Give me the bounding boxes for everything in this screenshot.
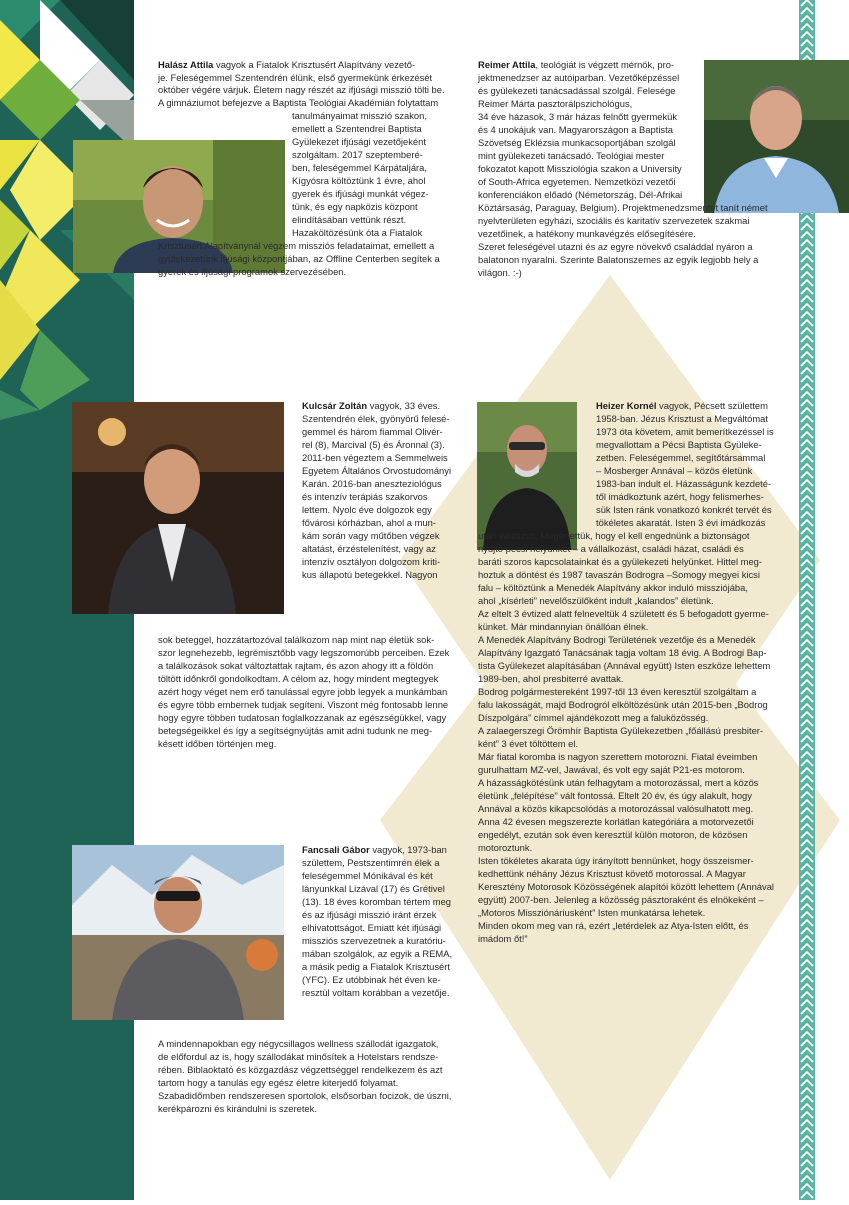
- heizer-line: Annával a közös kikapcsolódás a motorozással valósulhatott meg.: [478, 803, 754, 814]
- kulcsar-line: és intenzív terápiás szakorvos: [302, 491, 428, 502]
- heizer-line: Alapítvány Igazgató Tanácsának tagja voltam 18 évig. A Bodrogi Bap-: [478, 647, 767, 658]
- kulcsar-line: altatást, érzéstelenítést, vagy az: [302, 543, 436, 554]
- heizer-line: gurulhattam MZ-vel, Jawával, és volt egy saját P21-es motorom.: [478, 764, 745, 775]
- halasz-line: tünk, és egy napközis központ: [292, 201, 418, 212]
- heizer-line: 1983-ban indult el. Házasságunk kezdeté-: [596, 478, 772, 489]
- halasz-line: gyerek és ifjúsági munkát végez-: [292, 188, 429, 199]
- fancsali-line: mában szolgálok, az egyik a REMA,: [302, 948, 453, 959]
- fancsali-line: születtem, Pestszentimrén élek a: [302, 857, 440, 868]
- heizer-line: motoroztunk.: [478, 842, 533, 853]
- reimer-name: Reimer Attila: [478, 59, 536, 70]
- fancsali-gabor-photo: [72, 845, 284, 1020]
- halasz-line: gyülekezetünk ifjúsági központjában, az Offline Centerben segítek a: [158, 253, 440, 264]
- heizer-line: falu – költöztünk a Menedék Alapítvány akkor induló missziójába,: [478, 582, 748, 593]
- kulcsar-zoltan-photo: [72, 402, 284, 614]
- kulcsar-line: sok beteggel, hozzátartozóval találkozom nap mint nap életük sok-: [158, 634, 435, 645]
- halasz-line: Kígyósra költöztünk 1 évre, ahol: [292, 175, 426, 186]
- fancsali-line: a másik pedig a Fiatalok Krisztusért: [302, 961, 450, 972]
- halasz-line: emellett a Szentendrei Baptista: [292, 123, 422, 134]
- kulcsar-line: töltött időnkről gondolkodtam. A célom az, hogy mindent megtegyek: [158, 673, 439, 684]
- reimer-line: és gyülekezeti tanácsadással szolgál. Felesége: [478, 85, 676, 96]
- heizer-line: Keresztény Motorosok Közösségének alapítói között lehettem (Annával: [478, 881, 774, 892]
- heizer-line: sük Isten ránk vonatkozó konkrét tervét és: [596, 504, 772, 515]
- heizer-line: engedélyt, ezután sok éven keresztül külön motoron, de közösen: [478, 829, 748, 840]
- heizer-line: A zalaegerszegi Örömhír Baptista Gyülekezetben „főállású presbiter-: [478, 725, 764, 736]
- reimer-line: világon. :-): [478, 267, 522, 278]
- fancsali-line: (13). 18 éves koromban tértem meg: [302, 896, 452, 907]
- kulcsar-line: hogy egyre többen tudatosan foglalkozzanak az egészségükkel, vagy: [158, 712, 447, 723]
- halasz-name: Halász Attila: [158, 59, 214, 70]
- heizer-line: hoztuk a döntést és 1987 tavaszán Bodrogra –Somogy megyei kicsi: [478, 569, 760, 580]
- heizer-line: künket. Már mindannyian önállóan élnek.: [478, 621, 649, 632]
- heizer-line: együtt) 2007-ben. Jelenleg a közösség pásztoraként és elnökeként –: [478, 894, 764, 905]
- fancsali-line: de előfordul az is, hogy szállodákat minősítek a Hotelstars rendsze-: [158, 1051, 439, 1062]
- heizer-line: falu lakosságát, majd Bodrogról elköltözésünk után 2015-ben „Bodrog: [478, 699, 768, 710]
- heizer-line: tista Gyülekezet alapításában (Annával együtt) Isten eszköze lehettem: [478, 660, 771, 671]
- reimer-line: balatonon nyaralni. Szerinte Balatonszemes az egyik legjobb hely a: [478, 254, 759, 265]
- reimer-line: Köztársaság, Paraguay, Belgium). Projektmenedzsmentet tanít német: [478, 202, 768, 213]
- heizer-line: után válaszolt. Megértettük, hogy el kell engednünk a biztonságot: [478, 530, 750, 541]
- heizer-line: 1973 óta követem, amit bemerítkezéssel is: [596, 426, 774, 437]
- heizer-line: Isten tökéletes akarata úgy irányított bennünket, hogy összeismer-: [478, 855, 754, 866]
- halasz-line: elindításában vettünk részt.: [292, 214, 407, 225]
- heizer-line: Díszpolgára” címmel ajándékozott meg a faluközösség.: [478, 712, 709, 723]
- halasz-line: Gyülekezet ifjúsági vezetőjeként: [292, 136, 426, 147]
- heizer-kornel-photo: [477, 402, 577, 550]
- halasz-line: A gimnáziumot befejezve a Baptista Teológiai Akadémián folytattam: [158, 97, 439, 108]
- reimer-line: mint gyülekezeti tanácsadó. Teológiai mester: [478, 150, 665, 161]
- kulcsar-line: Karán. 2016-ban aneszteziológus: [302, 478, 442, 489]
- kulcsar-line: szor legnehezebb, legrémisztőbb vagy legszomorúbb perceiben. Ezek: [158, 647, 450, 658]
- heizer-line: 1989-ben, ahol presbiterré avattak.: [478, 673, 624, 684]
- reimer-line: Reimer Márta pasztorálpszichológus,: [478, 98, 633, 109]
- heizer-line: A Menedék Alapítvány Bodrogi Területének vezetője és a Menedék: [478, 634, 756, 645]
- fancsali-line: feleségemmel Mónikával és két: [302, 870, 433, 881]
- kulcsar-line: azért hogy véget nem erő tanulással egyre jobb legyek a munkámban: [158, 686, 448, 697]
- heizer-line: A házasságkötésünk után felhagytam a motorozással, mert a közös: [478, 777, 759, 788]
- fancsali-line: (YFC). Ez utóbbinak hét éven ke-: [302, 974, 441, 985]
- kulcsar-name: Kulcsár Zoltán: [302, 400, 368, 411]
- heizer-line: megvallottam a Pécsi Baptista Gyüleke-: [596, 439, 762, 450]
- reimer-line: vezetőinek, a hatékony munkavégzés elősegítésére.: [478, 228, 696, 239]
- heizer-line: Az eltelt 3 évtized alatt felneveltük 4 született és 5 befogadott gyerme-: [478, 608, 769, 619]
- heizer-intro: vagyok, Pécsett születtem: [656, 400, 768, 411]
- fancsali-line: és az ifjúsági misszió iránt érzek: [302, 909, 437, 920]
- heizer-line: baráti szoros kapcsolatainkat és a gyülekezeti helyünket. Hittel meg-: [478, 556, 762, 567]
- reimer-line: Szövetség Eklézsia munkacsoportjában szolgál: [478, 137, 676, 148]
- halasz-line: gyerek és ifjúsági programok szervezésében.: [158, 266, 347, 277]
- heizer-name: Heizer Kornél: [596, 400, 657, 411]
- reimer-attila-photo: [704, 60, 849, 213]
- kulcsar-line: Egyetem Általános Orvostudományi: [302, 465, 452, 476]
- kulcsar-line: kus állapotú betegekkel. Nagyon: [302, 569, 438, 580]
- fancsali-line: elhivatottságot. Emiatt két ifjúsági: [302, 922, 442, 933]
- kulcsar-line: a találkozások sokat változtattak rajtam, és azon ahogy itt a földön: [158, 660, 434, 671]
- halasz-line: szolgáltam. 2017 szeptemberé-: [292, 149, 423, 160]
- reimer-line: konferenciákon előadó (Németország, Dél-Afrikai: [478, 189, 683, 200]
- kulcsar-intro: vagyok, 33 éves.: [367, 400, 441, 411]
- heizer-line: Minden okom meg van rá, ezért „letérdelek az Atya-Isten előtt, és: [478, 920, 749, 931]
- kulcsar-line: lettem. Nyolc éve dolgozok egy: [302, 504, 432, 515]
- kulcsar-line: késett időben történjen meg.: [158, 738, 277, 749]
- reimer-intro: , teológiát is végzett mérnök, pro-: [535, 59, 675, 70]
- halasz-line: Hazaköltözésünk óta a Fiatalok: [292, 227, 423, 238]
- kulcsar-line: rel (8), Marcival (5) és Áronnal (3).: [302, 439, 445, 450]
- kulcsar-line: fővárosi kórházban, ahol a mun-: [302, 517, 436, 528]
- heizer-line: Már fiatal koromba is nagyon szerettem motorozni. Fiatal éveimben: [478, 751, 758, 762]
- kulcsar-line: Szentendrén élek, gyönyörű felesé-: [302, 413, 450, 424]
- heizer-line: „Motoros Missziónáriusként” Isten munkatársa lehetek.: [478, 907, 706, 918]
- reimer-line: Szeret feleségével utazni és az egyre növekvő családdal nyáron a: [478, 241, 753, 252]
- heizer-line: tökéletes akaratát. Isten 3 évi imádkozás: [596, 517, 766, 528]
- kulcsar-line: gemmel és három fiammal Olivér-: [302, 426, 443, 437]
- heizer-line: életünk „felépítése” vált fontossá. Eltelt 20 év, és úgy alakult, hogy: [478, 790, 752, 801]
- heizer-line: 1958-ban. Jézus Krisztust a Megváltómat: [596, 413, 768, 424]
- fancsali-line: tartom hogy a tanulás egy egész életre kiterjedő folyamat.: [158, 1077, 399, 1088]
- reimer-line: fokozatot kapott Missziológia szakon a University: [478, 163, 682, 174]
- heizer-line: Anna 42 évesen megszerezte korlátlan kategóriára a motorvezetői: [478, 816, 754, 827]
- kulcsar-line: 2011-ben végeztem a Semmelweis: [302, 452, 448, 463]
- fancsali-line: rében. Biblaoktató és közgazdász végzettséggel rendelkezem és azt: [158, 1064, 443, 1075]
- reimer-line: 34 éve házasok, 3 már házas felnőtt gyermekük: [478, 111, 678, 122]
- heizer-line: imádom őt!”: [478, 933, 528, 944]
- heizer-line: ként” 3 évet töltöttem el.: [478, 738, 579, 749]
- fancsali-line: A mindennapokban egy négycsillagos wellness szállodát igazgatok,: [158, 1038, 439, 1049]
- heizer-line: – Mosberger Annával – közös életünk: [596, 465, 753, 476]
- heizer-line: től imádkoztunk azért, hogy felismerhes-: [596, 491, 764, 502]
- kulcsar-line: kám során vagy műtőben végzek: [302, 530, 440, 541]
- fancsali-name: Fancsali Gábor: [302, 844, 370, 855]
- fancsali-intro: vagyok, 1973-ban: [369, 844, 447, 855]
- halasz-intro: vagyok a Fiatalok Krisztusért Alapítvány vezető-: [213, 59, 416, 70]
- kulcsar-line: betegségeikkel és így a segítségnyújtás amit adni tudunk ne meg-: [158, 725, 433, 736]
- fancsali-line: kerékpározni és kirándulni is szeretek.: [158, 1103, 317, 1114]
- halasz-line: je. Feleségemmel Szentendrén élünk, első gyermekünk érkezését: [158, 72, 433, 83]
- reimer-line: és 4 unokájuk van. Magyarországon a Baptista: [478, 124, 673, 135]
- fancsali-line: lányunkkal Lizával (17) és Grétivel: [302, 883, 445, 894]
- reimer-line: jektmenedzser az autóiparban. Vezetőképzéssel: [478, 72, 680, 83]
- fancsali-line: Szabadidőmben rendszeresen sportolok, elsősorban focizok, de úszni,: [158, 1090, 452, 1101]
- heizer-line: Bodrog polgármestereként 1997-től 13 éven keresztül szolgáltam a: [478, 686, 757, 697]
- reimer-line: nyelvterületen egyházi, szociális és karitatív szervezetek szakmai: [478, 215, 750, 226]
- fancsali-line: missziós szervezetnek a kuratóriu-: [302, 935, 446, 946]
- halasz-line: Krisztusért Alapítványnál végzem missziós feladataimat, emellett a: [158, 240, 435, 251]
- kulcsar-line: intenzív osztályon dolgozom kriti-: [302, 556, 441, 567]
- halasz-line: tanulmányaimat misszió szakon,: [292, 110, 427, 121]
- halasz-line: ben, feleségemmel Kárpátaljára,: [292, 162, 427, 173]
- heizer-line: nyújtó pécsi helyünket – a vállalkozást, családi házat, családi és: [478, 543, 744, 554]
- heizer-line: ahol „kísérleti” nevelőszülőként indult „kalandos” életünk.: [478, 595, 714, 606]
- heizer-line: zetben. Feleségemmel, segítőtársammal: [596, 452, 766, 463]
- heizer-line: kedhettünk néhány Jézus Krisztust követő motorossal. A Magyar: [478, 868, 746, 879]
- halasz-line: október végére várjuk. Életem nagy részét az ifjúsági misszió tölti be.: [158, 84, 445, 95]
- kulcsar-line: és egyre több embernek tudjak segíteni. Viszont még fontosabb lenne: [158, 699, 449, 710]
- fancsali-line: resztül voltam korábban a vezetője.: [302, 987, 450, 998]
- reimer-line: of South-Africa egyetemen. Nemzetközi vezetői: [478, 176, 676, 187]
